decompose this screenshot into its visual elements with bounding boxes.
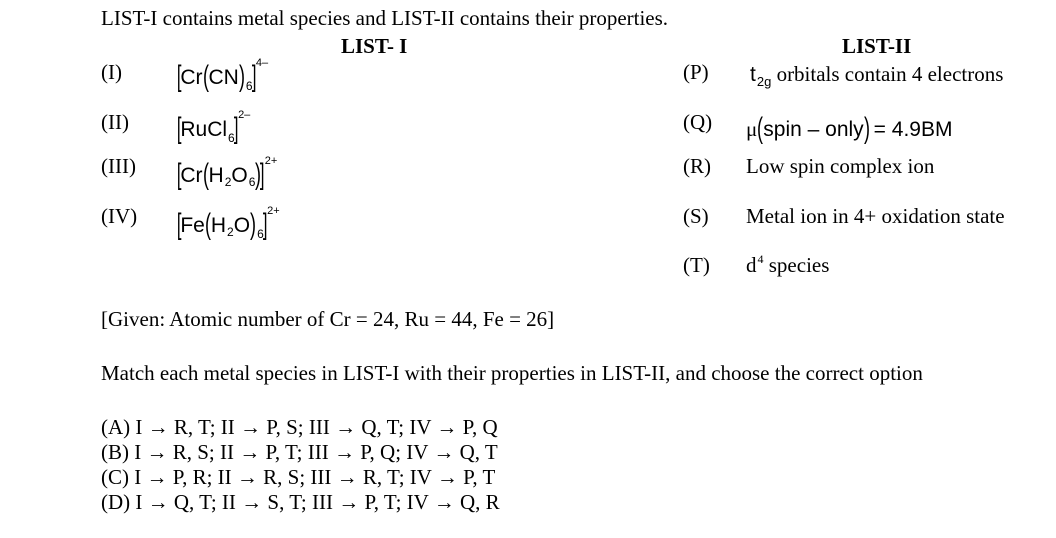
paren-close: ) bbox=[255, 158, 262, 191]
formula-ligand-a: H bbox=[210, 213, 227, 237]
paren-open: ( bbox=[757, 112, 764, 145]
formula-cr-cn6 bbox=[176, 56, 269, 93]
formula-ligand-sub: 2 bbox=[224, 175, 232, 189]
formula-ligand-b: O bbox=[231, 163, 248, 187]
formula-count: 6 bbox=[248, 175, 256, 189]
formula-body: RuCl bbox=[180, 117, 228, 141]
paren-open: ( bbox=[202, 158, 209, 191]
formula-count: 6 bbox=[257, 227, 264, 241]
formula-charge: 2– bbox=[238, 108, 251, 121]
property-q bbox=[746, 114, 952, 144]
list1-label-4: (IV) bbox=[101, 204, 138, 228]
given-text: [Given: Atomic number of Cr = 24, Ru = 44, Fe = 26] bbox=[101, 307, 555, 331]
bracket-open: [ bbox=[176, 208, 182, 241]
list2-label-t: (T) bbox=[683, 253, 710, 277]
list1-label-2: (II) bbox=[101, 110, 129, 134]
option-a[interactable]: (A) I → R, T; II → P, S; III → Q, T; IV → P, Q bbox=[101, 415, 498, 439]
instruction-text: Match each metal species in LIST-I with their properties in LIST-II, and choose the correct option bbox=[101, 361, 923, 385]
formula-ligand-sub: 2 bbox=[227, 225, 234, 239]
property-p bbox=[750, 62, 1004, 89]
formula-ligand-a: H bbox=[208, 163, 224, 187]
paren-close: ) bbox=[238, 60, 245, 93]
paren-open: ( bbox=[204, 208, 211, 241]
list2-label-s: (S) bbox=[683, 204, 709, 228]
bracket-close: ] bbox=[233, 112, 239, 145]
d-superscript: 4 bbox=[757, 252, 764, 266]
bracket-open: [ bbox=[176, 60, 182, 93]
formula-charge: 4– bbox=[255, 56, 269, 69]
bracket-open: [ bbox=[176, 158, 182, 191]
mu-symbol: μ bbox=[746, 116, 758, 141]
property-t-text: species bbox=[768, 253, 830, 277]
bracket-close: ] bbox=[262, 208, 268, 241]
formula-charge: 2+ bbox=[267, 204, 280, 217]
option-b[interactable]: (B) I → R, S; II → P, T; III → P, Q; IV → Q, T bbox=[101, 440, 498, 464]
formula-count: 6 bbox=[228, 131, 235, 145]
formula-ligand-b: O bbox=[233, 213, 251, 237]
formula-metal: Cr bbox=[180, 163, 203, 187]
bracket-open: [ bbox=[176, 112, 182, 145]
spin-only-text: spin – only bbox=[763, 117, 864, 141]
property-t bbox=[746, 252, 830, 277]
property-q-value: = 4.9BM bbox=[873, 117, 953, 141]
option-c[interactable]: (C) I → P, R; II → R, S; III → R, T; IV → P, T bbox=[101, 465, 496, 489]
d-symbol: d bbox=[746, 253, 757, 277]
property-r: Low spin complex ion bbox=[746, 154, 935, 178]
formula-metal: Cr bbox=[180, 65, 203, 89]
formula-fe-h2o6 bbox=[176, 204, 280, 241]
bracket-close: ] bbox=[260, 158, 265, 191]
list2-label-p: (P) bbox=[683, 60, 709, 84]
formula-charge: 2+ bbox=[264, 154, 278, 167]
paren-open: ( bbox=[202, 60, 209, 93]
list2-label-q: (Q) bbox=[683, 110, 713, 134]
option-d[interactable]: (D) I → Q, T; II → S, T; III → P, T; IV → Q, R bbox=[101, 490, 500, 514]
paren-close: ) bbox=[863, 112, 870, 145]
list2-label-r: (R) bbox=[683, 154, 711, 178]
formula-ligand: CN bbox=[208, 65, 239, 89]
intro-text: LIST-I contains metal species and LIST-II contains their properties. bbox=[101, 6, 669, 30]
t-subscript: 2g bbox=[756, 74, 772, 89]
bracket-close: ] bbox=[251, 60, 257, 93]
paren-close: ) bbox=[250, 208, 257, 241]
property-s: Metal ion in 4+ oxidation state bbox=[746, 204, 1005, 228]
list1-header: LIST- I bbox=[341, 34, 408, 58]
list1-label-3: (III) bbox=[101, 154, 136, 178]
formula-count: 6 bbox=[245, 79, 253, 93]
list2-header: LIST-II bbox=[842, 34, 912, 58]
formula-metal: Fe bbox=[180, 213, 205, 237]
property-p-text: orbitals contain 4 electrons bbox=[776, 62, 1004, 86]
t-symbol: t bbox=[750, 63, 756, 86]
formula-rucl6 bbox=[176, 108, 251, 145]
list1-label-1: (I) bbox=[101, 60, 122, 84]
formula-cr-h2o6 bbox=[176, 154, 278, 191]
